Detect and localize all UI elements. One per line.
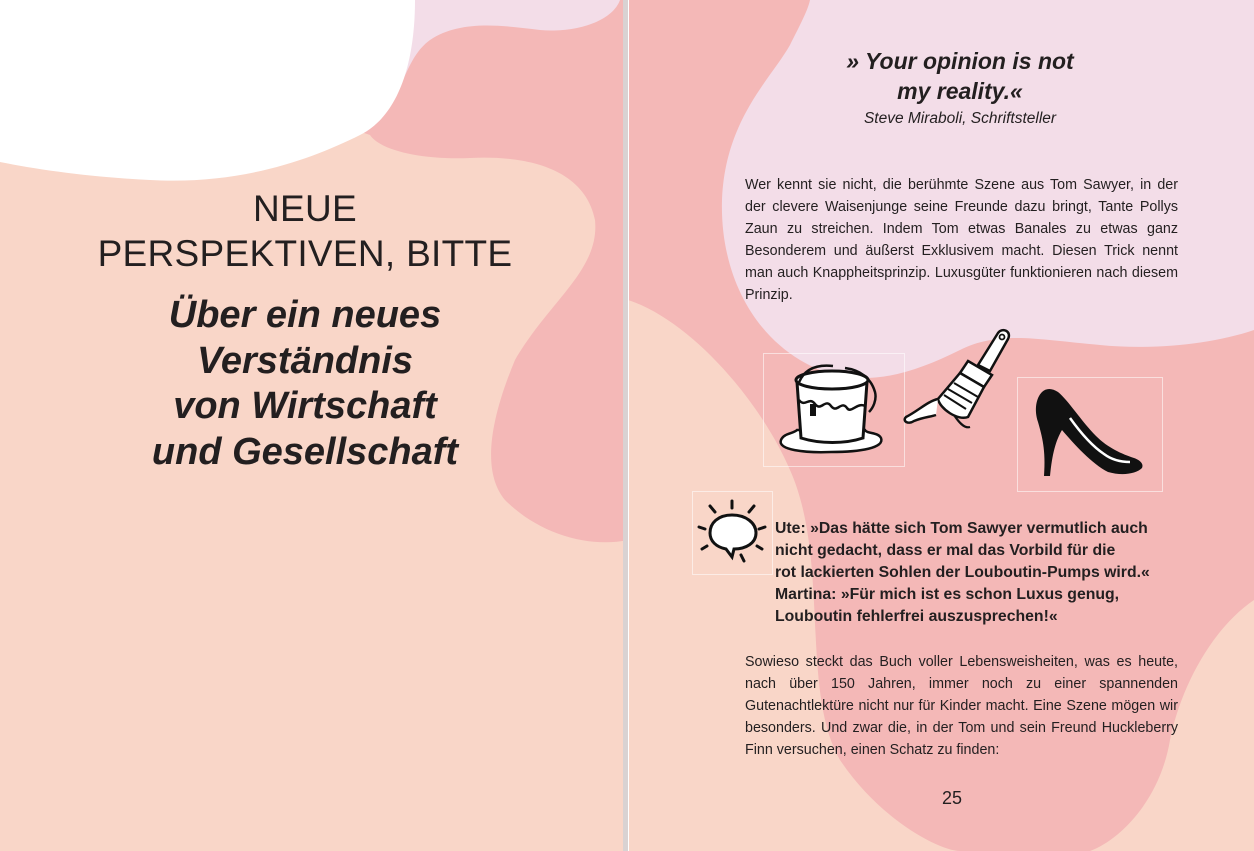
quote-author: Steve Miraboli, Schriftsteller bbox=[863, 110, 1057, 127]
chapter-title-line: NEUE bbox=[253, 188, 357, 229]
quote-line: my reality.« bbox=[897, 78, 1023, 104]
page-number: 25 bbox=[941, 788, 963, 808]
high-heel-shoe-icon bbox=[1030, 388, 1148, 480]
dialogue-line: rot lackierten Sohlen der Louboutin-Pumps wird.« bbox=[775, 564, 1150, 581]
paint-brush-icon bbox=[898, 325, 1018, 435]
quote-line: » Your opinion is not bbox=[846, 48, 1074, 74]
chapter-subtitle-line: und Gesellschaft bbox=[151, 430, 459, 473]
chapter-title-line: PERSPEKTIVEN, BITTE bbox=[97, 233, 513, 274]
dialogue-line: Louboutin fehlerfrei auszusprechen!« bbox=[775, 608, 1058, 625]
chapter-subtitle-line: Verständnis bbox=[196, 339, 414, 382]
chapter-subtitle-line: von Wirtschaft bbox=[173, 385, 437, 427]
body-paragraph-intro: Wer kennt sie nicht, die berühmte Szene aus Tom Sawyer, in der der clevere Waisenjunge seine Freunde dazu bringt, Tante Pollys Zaun zu streichen. Indem Tom etwas Banales zu etwas ganz Besonderem und äußerst Exklusivem macht. Diesen Trick nennt man auch Knappheitsprinzip. Luxusgüter funktionieren nach diesem Prinzip. bbox=[745, 177, 1178, 303]
chapter-subtitle-line: Über ein neues bbox=[168, 294, 442, 336]
paint-bucket-icon bbox=[775, 360, 887, 455]
dialogue-block bbox=[775, 518, 1180, 628]
epigraph-quote bbox=[760, 46, 1160, 128]
dialogue-line: nicht gedacht, dass er mal das Vorbild für die bbox=[775, 542, 1116, 559]
dialogue-line: Ute: »Das hätte sich Tom Sawyer vermutlich auch bbox=[775, 520, 1148, 537]
chapter-title bbox=[40, 186, 570, 276]
speech-bubble-icon bbox=[696, 497, 768, 569]
dialogue-line: Martina: »Für mich ist es schon Luxus genug, bbox=[775, 586, 1120, 603]
body-paragraph-continued: Sowieso steckt das Buch voller Lebensweisheiten, was es heute, nach über 150 Jahren, immer noch zu einer spannenden Gutenachtlektüre nicht nur für Kinder macht. Eine Szene mögen wir besonders. Und zwar die, in der Tom und sein Freund Huckleberry Finn versuchen, einen Schatz zu finden: bbox=[745, 654, 1178, 758]
chapter-subtitle bbox=[40, 293, 570, 475]
